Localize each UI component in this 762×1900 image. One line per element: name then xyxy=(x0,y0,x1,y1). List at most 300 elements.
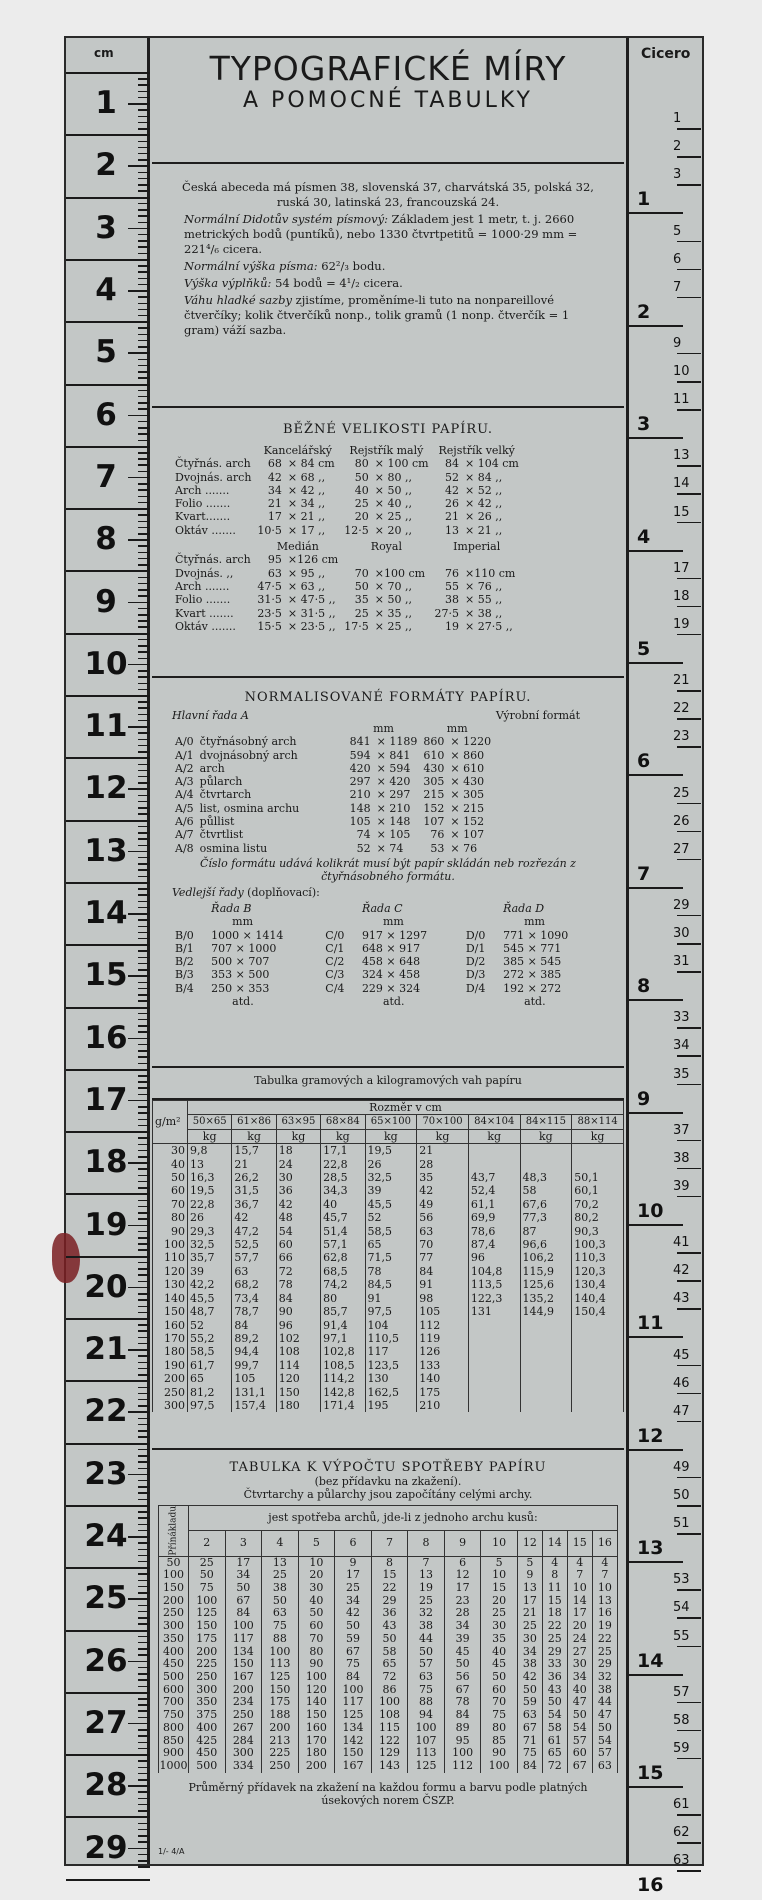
paper-size-cell: × 17 ,, xyxy=(287,523,326,537)
bcd-cell: 707 × 1000 xyxy=(211,941,277,955)
pieces-col: 3 xyxy=(225,1531,262,1556)
paper-size-row xyxy=(172,484,522,497)
a-series-cell: list, osmina archu xyxy=(199,801,300,815)
cm-minor-tick xyxy=(138,496,150,498)
gsm-cell: 190 xyxy=(153,1359,188,1372)
sheets-cell: 60 xyxy=(481,1684,518,1697)
cicero-minor-number: 55 xyxy=(673,1628,690,1644)
content-panel xyxy=(152,38,624,1864)
bcd-cell: B/3 xyxy=(175,968,194,982)
a-series-cell: × 76 xyxy=(450,841,478,855)
sheets-cell: 80 xyxy=(481,1722,518,1735)
a-series-cell: 420 xyxy=(349,761,371,775)
consumption-title: TABULKA K VÝPOČTU SPOTŘEBY PAPÍRU xyxy=(229,1460,547,1475)
kg-label: kg xyxy=(276,1129,320,1143)
weight-cell: 180 xyxy=(276,1399,320,1412)
weight-cell: 125,6 xyxy=(520,1278,572,1291)
cicero-minor-number: 58 xyxy=(673,1712,690,1728)
sheets-cell: 56 xyxy=(444,1671,481,1684)
sheets-cell: 75 xyxy=(481,1709,518,1722)
a-series-cell: × 210 xyxy=(376,801,411,815)
weight-cell xyxy=(572,1386,624,1399)
sheets-cell: 113 xyxy=(262,1658,299,1671)
cm-major-tick xyxy=(66,1131,150,1133)
cm-major-tick xyxy=(66,1692,150,1694)
sheets-cell: 25 xyxy=(542,1633,567,1646)
weight-cell: 26 xyxy=(365,1158,417,1171)
sheets-cell: 15 xyxy=(481,1582,518,1595)
paper-sizes-title: BĚŽNÉ VELIKOSTI PAPÍRU. xyxy=(282,422,494,437)
sheets-cell: 140 xyxy=(298,1696,335,1709)
gram-size-header-row xyxy=(153,1101,624,1115)
atd-row xyxy=(172,995,604,1008)
sheets-cell: 17 xyxy=(225,1556,262,1569)
cm-major-tick xyxy=(66,1879,150,1881)
cicero-minor-number: 39 xyxy=(673,1178,690,1194)
sheets-cell: 113 xyxy=(408,1747,445,1760)
cicero-minor-tick xyxy=(677,1084,701,1086)
consumption-line1: (bez přídavku na zkažení). xyxy=(314,1475,462,1488)
paper-size-cell: 23·5 xyxy=(257,606,282,620)
size-cell: 68×84 xyxy=(321,1115,365,1129)
a-series-cell: A/6 xyxy=(175,815,194,829)
a-series-cell: × 610 xyxy=(450,761,485,775)
weight-cell: 130 xyxy=(365,1372,417,1385)
mm-label: mm xyxy=(382,915,404,929)
cm-minor-tick xyxy=(138,1387,150,1389)
cm-major-tick xyxy=(66,820,150,822)
weight-cell: 62,8 xyxy=(321,1251,365,1264)
paper-size-cell: 50 xyxy=(354,470,369,484)
cicero-major-number: 15 xyxy=(637,1762,664,1784)
weight-cell: 32,5 xyxy=(187,1238,231,1251)
sheets-cell: 9 xyxy=(517,1569,542,1582)
paper-size-cell: × 50 ,, xyxy=(374,483,412,497)
cicero-minor-tick xyxy=(677,1842,701,1844)
sheets-cell: 175 xyxy=(189,1633,226,1646)
sheets-cell: 29 xyxy=(371,1595,408,1608)
sheets-cell: 25 xyxy=(517,1620,542,1633)
empty-cell xyxy=(463,915,500,928)
a-series-row xyxy=(172,842,494,855)
weight-cell xyxy=(572,1399,624,1412)
cm-minor-tick xyxy=(138,1200,150,1202)
weight-cell: 57,1 xyxy=(321,1238,365,1251)
cm-minor-tick xyxy=(138,1648,150,1650)
sheets-cell: 38 xyxy=(517,1658,542,1671)
empty-cell xyxy=(322,902,359,915)
cicero-minor-tick xyxy=(677,1505,701,1507)
cm-minor-tick xyxy=(138,994,150,996)
cm-minor-tick xyxy=(138,1218,150,1220)
gram-row xyxy=(153,1372,624,1385)
cm-minor-tick xyxy=(138,1206,150,1208)
cicero-minor-tick xyxy=(677,269,701,271)
weight-cell xyxy=(520,1345,572,1358)
gsm-cell: 40 xyxy=(153,1158,188,1171)
paper-size-cell: 20 xyxy=(354,510,369,524)
weight-cell: 94,4 xyxy=(232,1345,276,1358)
cm-minor-tick xyxy=(138,433,150,435)
cicero-minor-tick xyxy=(677,1196,701,1198)
paper-sizes-table xyxy=(172,441,522,633)
paper-size-row xyxy=(172,620,522,633)
paper-size-cell: × 40 ,, xyxy=(374,497,412,511)
sheets-cell: 30 xyxy=(517,1633,542,1646)
sheets-cell: 250 xyxy=(225,1709,262,1722)
paper-size-cell: 21 xyxy=(445,510,460,524)
empty-cell xyxy=(172,995,208,1008)
paper-size-cell: × 52 ,, xyxy=(465,483,503,497)
a-series-cell: × 420 xyxy=(376,775,411,789)
cm-major-tick xyxy=(66,1443,150,1445)
cm-number: 5 xyxy=(95,334,117,371)
sheets-cell: 10 xyxy=(298,1556,335,1569)
a-series-cell: 610 xyxy=(423,748,445,762)
cm-minor-tick xyxy=(138,1810,150,1812)
intro-section xyxy=(152,164,624,408)
weight-cell: 97,5 xyxy=(187,1399,231,1412)
paper-group-name: Rejstřík velký xyxy=(438,444,515,457)
paper-size-cell: 21 xyxy=(267,497,282,511)
cicero-minor-tick xyxy=(677,1421,701,1423)
cicero-minor-tick xyxy=(677,859,701,861)
paper-group-header xyxy=(172,537,522,553)
a-series-cell: 594 xyxy=(349,748,371,762)
paper-size-row xyxy=(172,593,522,606)
cm-major-tick xyxy=(66,72,150,74)
cm-minor-tick xyxy=(138,1717,150,1719)
cm-minor-tick xyxy=(138,1835,150,1837)
cm-minor-tick xyxy=(138,1854,150,1856)
weight-cell: 80 xyxy=(321,1292,365,1305)
sheets-cell: 30 xyxy=(567,1658,592,1671)
cicero-major-number: 5 xyxy=(637,638,651,660)
gram-row xyxy=(153,1184,624,1197)
bcd-cell: D/2 xyxy=(465,955,486,969)
bcd-cell: 385 × 545 xyxy=(503,955,562,969)
sheets-cell: 60 xyxy=(298,1620,335,1633)
cm-major-tick xyxy=(66,1505,150,1507)
weight-cell: 78,7 xyxy=(232,1305,276,1318)
edition-cell: 150 xyxy=(159,1582,189,1595)
weight-cell xyxy=(520,1144,572,1158)
cm-minor-tick xyxy=(138,1106,150,1108)
cm-minor-tick xyxy=(138,714,150,716)
empty-cell xyxy=(172,441,254,457)
sheets-cell: 100 xyxy=(335,1684,372,1697)
cicero-minor-number: 1 xyxy=(673,111,682,127)
gsm-cell: 100 xyxy=(153,1238,188,1251)
weight-cell xyxy=(572,1158,624,1171)
cm-number: 11 xyxy=(84,708,128,745)
weight-cell: 84 xyxy=(276,1292,320,1305)
weight-cell: 171,4 xyxy=(321,1399,365,1412)
weight-cell: 131 xyxy=(468,1305,520,1318)
cm-minor-tick xyxy=(138,969,150,971)
size-cell: 61×86 xyxy=(232,1115,276,1129)
cm-minor-tick xyxy=(138,246,150,248)
weight-cell: 52,4 xyxy=(468,1184,520,1197)
cm-major-tick xyxy=(66,757,150,759)
weight-cell: 120,3 xyxy=(572,1265,624,1278)
sheets-cell: 19 xyxy=(592,1620,617,1633)
weight-cell: 35 xyxy=(417,1171,469,1184)
sheets-cell: 5 xyxy=(517,1556,542,1569)
cicero-major-tick xyxy=(629,774,683,776)
didot-label: Normální Didotův systém písmový: xyxy=(184,212,388,226)
cm-major-tick xyxy=(66,882,150,884)
cm-minor-tick xyxy=(138,1580,150,1582)
sheets-cell: 58 xyxy=(371,1646,408,1659)
weight-cell xyxy=(520,1332,572,1345)
weight-cell: 131,1 xyxy=(232,1386,276,1399)
bcd-cell: D/0 xyxy=(465,928,486,942)
mm-label: mm xyxy=(446,722,468,735)
cm-minor-tick xyxy=(138,1667,150,1669)
sheets-cell: 425 xyxy=(189,1735,226,1748)
sheets-cell: 4 xyxy=(567,1556,592,1569)
gram-row xyxy=(153,1399,624,1412)
sheets-cell: 40 xyxy=(481,1646,518,1659)
a-series-cell: 210 xyxy=(349,788,371,802)
weight-cell: 66 xyxy=(276,1251,320,1264)
cm-minor-tick xyxy=(138,552,150,554)
cm-minor-tick xyxy=(138,1424,150,1426)
weight-cell: 58 xyxy=(520,1184,572,1197)
cm-minor-tick xyxy=(138,153,150,155)
cm-minor-tick xyxy=(138,303,150,305)
a-series-cell: 841 xyxy=(349,735,371,749)
sheets-cell: 150 xyxy=(189,1620,226,1633)
kg-label: kg xyxy=(572,1129,624,1143)
paper-size-cell: 31·5 xyxy=(257,593,282,607)
weight-cell: 97,1 xyxy=(321,1332,365,1345)
cm-number: 8 xyxy=(95,521,117,558)
a-series-cell: dvojnásobný arch xyxy=(199,748,298,762)
a-series-cell: × 594 xyxy=(376,761,411,775)
weight-cell: 26 xyxy=(187,1211,231,1224)
cm-minor-tick xyxy=(138,1368,150,1370)
cm-minor-tick xyxy=(138,334,150,336)
weight-cell xyxy=(520,1158,572,1171)
cm-minor-tick xyxy=(138,1019,150,1021)
a-series-cell: × 297 xyxy=(376,788,411,802)
sheets-cell: 250 xyxy=(189,1671,226,1684)
a-series-row xyxy=(172,815,494,828)
weight-cell: 34,3 xyxy=(321,1184,365,1197)
paper-size-cell: × 27·5 ,, xyxy=(465,619,513,633)
cicero-major-tick xyxy=(629,1112,683,1114)
weight-cell xyxy=(572,1372,624,1385)
kg-label: kg xyxy=(187,1129,231,1143)
cicero-minor-number: 46 xyxy=(673,1375,690,1391)
weight-cell: 55,2 xyxy=(187,1332,231,1345)
paper-size-cell: 15·5 xyxy=(257,619,282,633)
cm-minor-tick xyxy=(138,807,150,809)
weight-cell: 84 xyxy=(417,1265,469,1278)
cm-minor-tick xyxy=(138,489,150,491)
sheets-cell: 59 xyxy=(517,1696,542,1709)
bcd-cell: C/0 xyxy=(325,928,345,942)
cm-minor-tick xyxy=(138,938,150,940)
a-series-cell: × 148 xyxy=(376,815,411,829)
cicero-minor-tick xyxy=(677,943,701,945)
paper-size-cell: × 47·5 ,, xyxy=(287,593,336,607)
cicero-minor-tick xyxy=(677,1646,701,1648)
a-series-cell: × 860 xyxy=(450,748,485,762)
gram-row xyxy=(153,1238,624,1251)
bcd-cell: 648 × 917 xyxy=(361,941,421,955)
a-series-cell: × 1189 xyxy=(376,735,418,749)
weight-cell: 22,8 xyxy=(321,1158,365,1171)
sheets-cell: 100 xyxy=(408,1722,445,1735)
sheets-cell: 22 xyxy=(542,1620,567,1633)
sheets-cell: 100 xyxy=(225,1620,262,1633)
weight-cell: 90,3 xyxy=(572,1225,624,1238)
cm-number: 14 xyxy=(84,895,128,932)
sheets-cell: 63 xyxy=(408,1671,445,1684)
paper-group-name: Imperial xyxy=(453,540,501,554)
gram-row xyxy=(153,1225,624,1238)
sheets-cell: 150 xyxy=(262,1684,299,1697)
sheets-cell: 29 xyxy=(592,1658,617,1671)
sheets-cell: 38 xyxy=(592,1684,617,1697)
sheets-cell: 35 xyxy=(481,1633,518,1646)
paper-size-cell: × 55 ,, xyxy=(465,593,503,607)
edition-cell: 800 xyxy=(159,1722,189,1735)
cm-minor-tick xyxy=(138,1262,150,1264)
bcd-cell: 324 × 458 xyxy=(361,968,421,982)
cm-minor-tick xyxy=(138,1642,150,1644)
weight-cell: 78 xyxy=(365,1265,417,1278)
sheets-cell: 50 xyxy=(567,1709,592,1722)
gsm-cell: 30 xyxy=(153,1144,188,1158)
cicero-minor-tick xyxy=(677,1477,701,1479)
sheets-cell: 100 xyxy=(444,1747,481,1760)
cicero-minor-number: 27 xyxy=(673,841,690,857)
cicero-major-tick xyxy=(629,1336,683,1338)
cm-minor-tick xyxy=(138,595,150,597)
paper-size-cell: Kvart ....... xyxy=(175,606,234,620)
weight-cell: 40 xyxy=(321,1198,365,1211)
cm-minor-tick xyxy=(138,527,150,529)
weight-cell: 120 xyxy=(276,1372,320,1385)
cm-number: 17 xyxy=(84,1081,128,1118)
cm-minor-tick xyxy=(138,1393,150,1395)
cicero-minor-number: 51 xyxy=(673,1516,690,1532)
weight-cell: 90 xyxy=(276,1305,320,1318)
weight-cell: 80,2 xyxy=(572,1211,624,1224)
a-series-cell: čtyřnásobný arch xyxy=(199,735,297,749)
paper-sizes-section xyxy=(152,408,624,678)
paper-size-row xyxy=(172,524,522,537)
sheets-cell: 20 xyxy=(481,1595,518,1608)
cm-minor-tick xyxy=(138,1623,150,1625)
cm-minor-tick xyxy=(138,1461,150,1463)
cicero-minor-number: 43 xyxy=(673,1291,690,1307)
weight-cell: 91 xyxy=(365,1292,417,1305)
cicero-minor-number: 54 xyxy=(673,1600,690,1616)
weight-cell xyxy=(520,1319,572,1332)
weight-cell: 56 xyxy=(417,1211,469,1224)
cm-minor-tick xyxy=(138,1137,150,1139)
paper-size-cell: Čtyřnás. arch xyxy=(175,457,251,471)
a-series-cell: čtvrtlist xyxy=(199,828,244,842)
cicero-minor-tick xyxy=(677,803,701,805)
sheets-cell: 50 xyxy=(542,1696,567,1709)
sheets-cell: 44 xyxy=(592,1696,617,1709)
kg-label: kg xyxy=(232,1129,276,1143)
paper-group-name: Rejstřík malý xyxy=(349,444,424,457)
cm-minor-tick xyxy=(138,309,150,311)
cicero-major-number: 13 xyxy=(637,1537,664,1560)
empty-cell xyxy=(197,722,347,735)
empty-cell xyxy=(172,722,197,735)
pieces-col: 15 xyxy=(567,1531,592,1556)
paper-size-cell: × 63 ,, xyxy=(287,579,326,593)
cicero-major-number: 1 xyxy=(637,188,651,211)
weight-cell: 85,7 xyxy=(321,1305,365,1318)
cm-minor-tick xyxy=(138,464,150,466)
weight-cell: 48,7 xyxy=(187,1305,231,1318)
a-series-cell: × 841 xyxy=(376,748,411,762)
cm-minor-tick xyxy=(138,876,150,878)
cm-minor-tick xyxy=(138,1823,150,1825)
sheets-cell: 32 xyxy=(408,1607,445,1620)
cm-minor-tick xyxy=(138,845,150,847)
a-series-cell: × 74 xyxy=(376,841,404,855)
paper-size-cell: 63 xyxy=(267,566,282,580)
sheets-cell: 19 xyxy=(408,1582,445,1595)
sheets-cell: 170 xyxy=(298,1735,335,1748)
sheets-cell: 108 xyxy=(371,1709,408,1722)
weight-cell: 65 xyxy=(187,1372,231,1385)
weight-cell: 63 xyxy=(232,1265,276,1278)
weight-cell: 71,5 xyxy=(365,1251,417,1264)
empty-cell xyxy=(463,995,500,1008)
cicero-major-tick xyxy=(629,437,683,439)
kg-label: kg xyxy=(321,1129,365,1143)
sheets-cell: 47 xyxy=(592,1709,617,1722)
sheets-cell: 160 xyxy=(298,1722,335,1735)
sheets-cell: 250 xyxy=(262,1760,299,1773)
weight-cell: 31,5 xyxy=(232,1184,276,1197)
cm-minor-tick xyxy=(138,1704,150,1706)
pieces-col: 14 xyxy=(542,1531,567,1556)
sheets-cell: 45 xyxy=(444,1646,481,1659)
cm-minor-tick xyxy=(138,683,150,685)
production-format-label: Výrobní formát xyxy=(495,709,580,722)
weight-cell: 19,5 xyxy=(187,1184,231,1197)
cm-minor-tick xyxy=(138,128,150,130)
sheets-cell: 450 xyxy=(189,1747,226,1760)
cm-minor-tick xyxy=(138,203,150,205)
cicero-minor-tick xyxy=(677,1814,701,1816)
gram-table-title: Tabulka gramových a kilogramových vah papíru xyxy=(254,1074,522,1087)
cm-minor-tick xyxy=(138,421,150,423)
gram-row xyxy=(153,1292,624,1305)
paper-group-header xyxy=(172,441,522,457)
weight-cell: 130,4 xyxy=(572,1278,624,1291)
paper-size-cell: × 42 ,, xyxy=(287,483,326,497)
cm-minor-tick xyxy=(138,215,150,217)
weight-cell: 68,5 xyxy=(321,1265,365,1278)
weight-cell: 72 xyxy=(276,1265,320,1278)
weight-text: zjistíme, proměníme-li tuto na nonpareillové čtverčíky; kolik čtverčíků nonp., tolik gramů (1 nonp. čtverčík = 1 gram) váží sazba. xyxy=(184,293,570,337)
sheets-cell: 67 xyxy=(225,1595,262,1608)
weight-cell: 105 xyxy=(232,1372,276,1385)
